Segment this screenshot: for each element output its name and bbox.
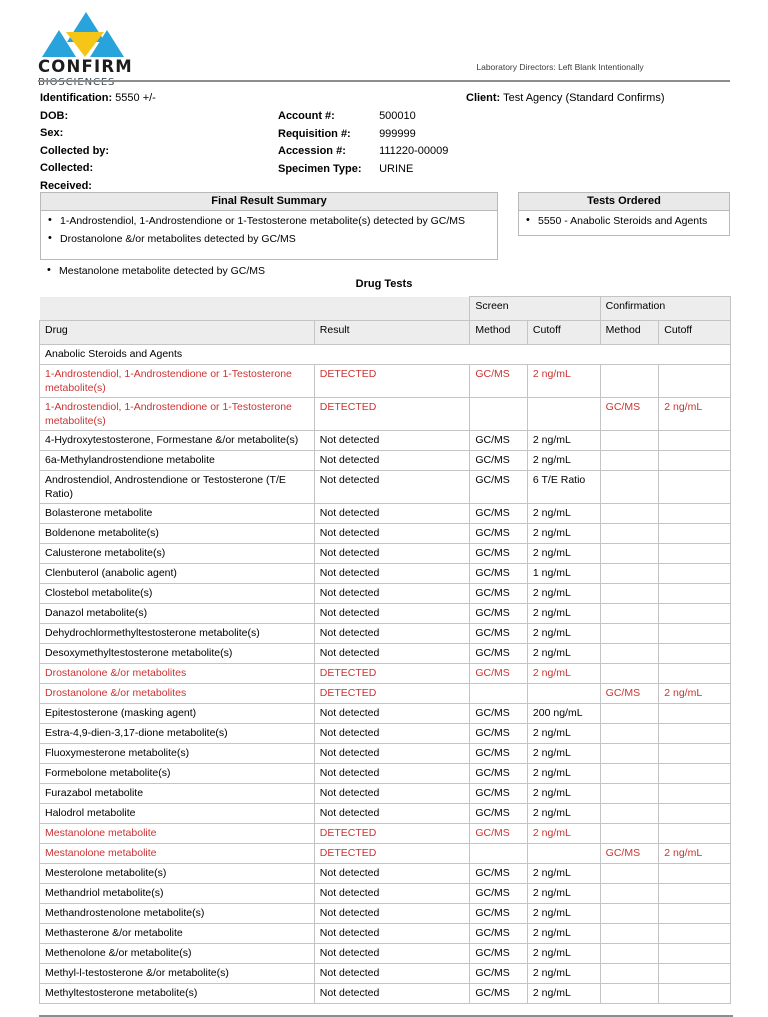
cell-conf-cutoff [659, 944, 731, 964]
cell-screen-cutoff: 2 ng/mL [527, 744, 600, 764]
cell-screen-method: GC/MS [470, 644, 528, 664]
cell-conf-cutoff [659, 924, 731, 944]
tests-ordered-list [525, 215, 723, 228]
cell-conf-method [600, 784, 659, 804]
table-row [40, 964, 731, 984]
cell-screen-method: GC/MS [470, 884, 528, 904]
cell-result: Not detected [314, 431, 470, 451]
cell-screen-method: GC/MS [470, 824, 528, 844]
cell-drug: Androstendiol, Androstendione or Testosterone (T/E Ratio) [40, 471, 315, 504]
cell-drug: Furazabol metabolite [40, 784, 315, 804]
cell-drug: Danazol metabolite(s) [40, 604, 315, 624]
cell-conf-cutoff [659, 451, 731, 471]
cell-result: Not detected [314, 604, 470, 624]
cell-drug: 1-Androstendiol, 1-Androstendione or 1-Testosterone metabolite(s) [40, 398, 315, 431]
cell-conf-method [600, 524, 659, 544]
list-item: • Drostanolone &/or metabolites detected by GC/MS [47, 233, 491, 246]
field-identification-label: Identification: [40, 92, 113, 104]
cell-screen-method: GC/MS [470, 804, 528, 824]
cell-result: DETECTED [314, 365, 470, 398]
cell-result: Not detected [314, 504, 470, 524]
table-row [40, 744, 731, 764]
table-row [40, 431, 731, 451]
table-row [40, 824, 731, 844]
cell-conf-method [600, 431, 659, 451]
logo-wordmark: CONFIRM [38, 57, 133, 76]
cell-conf-cutoff [659, 744, 731, 764]
field-accession-number-label: Accession #: [278, 145, 346, 157]
tests-ordered-body [519, 211, 729, 228]
cell-conf-method [600, 884, 659, 904]
cell-drug: 4-Hydroxytestosterone, Formestane &/or metabolite(s) [40, 431, 315, 451]
list-item: • Mestanolone metabolite detected by GC/MS [46, 265, 265, 278]
drug-tests-table [39, 296, 731, 1004]
company-logo [38, 12, 158, 88]
table-column-header-row [40, 321, 731, 345]
cell-screen-cutoff: 2 ng/mL [527, 524, 600, 544]
cell-conf-cutoff [659, 524, 731, 544]
field-requisition-number-label: Requisition #: [278, 127, 351, 140]
cell-result: Not detected [314, 624, 470, 644]
cell-result: Not detected [314, 544, 470, 564]
field-collected-label: Collected: [40, 162, 94, 174]
cell-screen-method: GC/MS [470, 504, 528, 524]
cell-conf-cutoff [659, 884, 731, 904]
field-specimen-type-value: URINE [379, 162, 414, 175]
table-row [40, 924, 731, 944]
cell-conf-method [600, 764, 659, 784]
drug-tests-title: Drug Tests [355, 278, 413, 290]
column-header-result: Result [314, 321, 470, 345]
table-row [40, 624, 731, 644]
cell-conf-cutoff [659, 544, 731, 564]
cell-screen-cutoff: 2 ng/mL [527, 764, 600, 784]
cell-screen-method: GC/MS [470, 944, 528, 964]
table-row [40, 884, 731, 904]
column-header-conf-method: Method [600, 321, 659, 345]
final-result-summary-box [40, 192, 498, 260]
column-header-screen-method: Method [470, 321, 528, 345]
table-row [40, 804, 731, 824]
table-row [40, 604, 731, 624]
field-sex [40, 125, 270, 143]
cell-conf-method: GC/MS [600, 684, 659, 704]
cell-conf-cutoff [659, 365, 731, 398]
logo-triangles-icon [40, 12, 132, 58]
cell-screen-method: GC/MS [470, 724, 528, 744]
cell-screen-method: GC/MS [470, 544, 528, 564]
cell-drug: 6a-Methylandrostendione metabolite [40, 451, 315, 471]
cell-result: DETECTED [314, 844, 470, 864]
cell-conf-cutoff: 2 ng/mL [659, 844, 731, 864]
cell-drug: Bolasterone metabolite [40, 504, 315, 524]
cell-conf-cutoff [659, 564, 731, 584]
cell-screen-cutoff: 2 ng/mL [527, 924, 600, 944]
cell-conf-cutoff [659, 964, 731, 984]
field-client-label: Client: [466, 92, 501, 104]
tests-ordered-box [518, 192, 730, 236]
cell-drug: Clenbuterol (anabolic agent) [40, 564, 315, 584]
cell-conf-method [600, 924, 659, 944]
cell-conf-method [600, 964, 659, 984]
field-client [466, 90, 766, 108]
cell-conf-method [600, 864, 659, 884]
column-header-conf-cutoff: Cutoff [659, 321, 731, 345]
group-header-confirmation: Confirmation [600, 297, 730, 321]
cell-conf-cutoff [659, 804, 731, 824]
cell-screen-cutoff: 2 ng/mL [527, 724, 600, 744]
cell-drug: Boldenone metabolite(s) [40, 524, 315, 544]
cell-result: Not detected [314, 451, 470, 471]
cell-screen-method: GC/MS [470, 584, 528, 604]
cell-conf-method [600, 365, 659, 398]
list-item: • 1-Androstendiol, 1-Androstendione or 1-Testosterone metabolite(s) detected by GC/MS [47, 215, 491, 228]
final-result-summary-title: Final Result Summary [41, 193, 497, 211]
cell-result: Not detected [314, 704, 470, 724]
cell-drug: Drostanolone &/or metabolites [40, 684, 315, 704]
cell-conf-method [600, 944, 659, 964]
identification-block [38, 90, 730, 190]
cell-conf-cutoff [659, 471, 731, 504]
cell-conf-method [600, 564, 659, 584]
cell-result: Not detected [314, 584, 470, 604]
cell-screen-method: GC/MS [470, 784, 528, 804]
logo-subtitle: BIOSCIENCES [38, 76, 116, 88]
table-section-row [40, 345, 731, 365]
cell-screen-method: GC/MS [470, 604, 528, 624]
cell-drug: Methandrostenolone metabolite(s) [40, 904, 315, 924]
cell-screen-cutoff: 2 ng/mL [527, 624, 600, 644]
cell-screen-cutoff: 2 ng/mL [527, 944, 600, 964]
field-collected-by [40, 143, 270, 161]
cell-screen-cutoff: 2 ng/mL [527, 544, 600, 564]
cell-result: Not detected [314, 644, 470, 664]
cell-screen-method: GC/MS [470, 764, 528, 784]
cell-drug: Fluoxymesterone metabolite(s) [40, 744, 315, 764]
cell-screen-method [470, 684, 528, 704]
field-identification [40, 90, 270, 108]
cell-result: Not detected [314, 744, 470, 764]
cell-screen-cutoff: 2 ng/mL [527, 604, 600, 624]
field-account-number [278, 108, 508, 126]
table-row [40, 784, 731, 804]
cell-result: Not detected [314, 864, 470, 884]
cell-screen-cutoff: 2 ng/mL [527, 451, 600, 471]
table-row [40, 724, 731, 744]
cell-result: Not detected [314, 524, 470, 544]
cell-conf-cutoff [659, 864, 731, 884]
field-collected [40, 160, 270, 178]
cell-drug: Dehydrochlormethyltestosterone metabolite(s) [40, 624, 315, 644]
cell-drug: Methenolone &/or metabolite(s) [40, 944, 315, 964]
field-identification-value: 5550 +/- [115, 92, 156, 104]
cell-conf-method [600, 504, 659, 524]
cell-drug: Desoxymethyltestosterone metabolite(s) [40, 644, 315, 664]
cell-screen-cutoff [527, 844, 600, 864]
cell-screen-cutoff [527, 684, 600, 704]
cell-result: Not detected [314, 784, 470, 804]
cell-result: Not detected [314, 924, 470, 944]
cell-screen-method: GC/MS [470, 664, 528, 684]
cell-conf-cutoff [659, 824, 731, 844]
cell-drug: Drostanolone &/or metabolites [40, 664, 315, 684]
cell-conf-cutoff: 2 ng/mL [659, 398, 731, 431]
cell-drug: 1-Androstendiol, 1-Androstendione or 1-Testosterone metabolite(s) [40, 365, 315, 398]
cell-screen-method [470, 844, 528, 864]
cell-screen-cutoff: 2 ng/mL [527, 664, 600, 684]
cell-screen-cutoff: 2 ng/mL [527, 984, 600, 1004]
cell-result: DETECTED [314, 398, 470, 431]
cell-conf-method [600, 824, 659, 844]
cell-result: Not detected [314, 724, 470, 744]
cell-conf-method [600, 704, 659, 724]
cell-screen-cutoff: 2 ng/mL [527, 904, 600, 924]
cell-conf-method [600, 544, 659, 564]
field-account-number-label: Account #: [278, 110, 335, 122]
cell-screen-cutoff: 6 T/E Ratio [527, 471, 600, 504]
cell-drug: Calusterone metabolite(s) [40, 544, 315, 564]
cell-conf-cutoff [659, 504, 731, 524]
cell-conf-method [600, 724, 659, 744]
field-collected-by-label: Collected by: [40, 144, 110, 157]
cell-screen-method: GC/MS [470, 365, 528, 398]
field-requisition-number [278, 126, 508, 144]
cell-result: Not detected [314, 884, 470, 904]
table-row [40, 904, 731, 924]
cell-conf-cutoff [659, 664, 731, 684]
table-row [40, 864, 731, 884]
cell-screen-method: GC/MS [470, 904, 528, 924]
table-row [40, 644, 731, 664]
cell-screen-method: GC/MS [470, 471, 528, 504]
cell-screen-method: GC/MS [470, 564, 528, 584]
cell-result: Not detected [314, 764, 470, 784]
cell-screen-method: GC/MS [470, 524, 528, 544]
cell-drug: Estra-4,9-dien-3,17-dione metabolite(s) [40, 724, 315, 744]
cell-screen-method: GC/MS [470, 864, 528, 884]
table-row [40, 365, 731, 398]
cell-conf-cutoff [659, 724, 731, 744]
cell-conf-cutoff [659, 584, 731, 604]
field-account-number-value: 500010 [379, 110, 416, 122]
cell-screen-cutoff: 2 ng/mL [527, 884, 600, 904]
cell-conf-method [600, 584, 659, 604]
table-row [40, 664, 731, 684]
cell-drug: Clostebol metabolite(s) [40, 584, 315, 604]
cell-screen-method: GC/MS [470, 924, 528, 944]
table-row [40, 504, 731, 524]
group-header-screen: Screen [470, 297, 600, 321]
cell-conf-cutoff [659, 431, 731, 451]
cell-result: Not detected [314, 564, 470, 584]
cell-result: DETECTED [314, 664, 470, 684]
cell-conf-method [600, 471, 659, 504]
field-specimen-type-label: Specimen Type: [278, 162, 362, 175]
cell-drug: Mesterolone metabolite(s) [40, 864, 315, 884]
cell-result: Not detected [314, 471, 470, 504]
cell-result: Not detected [314, 964, 470, 984]
cell-screen-cutoff: 2 ng/mL [527, 804, 600, 824]
header-divider [38, 80, 730, 82]
field-accession-number-value: 111220-00009 [379, 145, 449, 157]
cell-conf-method [600, 804, 659, 824]
cell-conf-method [600, 664, 659, 684]
list-item: • 5550 - Anabolic Steroids and Agents [525, 215, 723, 228]
cell-screen-cutoff: 2 ng/mL [527, 584, 600, 604]
cell-conf-method [600, 744, 659, 764]
table-row [40, 944, 731, 964]
cell-screen-cutoff: 2 ng/mL [527, 784, 600, 804]
identification-right-column [466, 90, 766, 108]
cell-screen-cutoff [527, 398, 600, 431]
cell-conf-cutoff [659, 764, 731, 784]
cell-conf-method [600, 604, 659, 624]
cell-conf-method [600, 624, 659, 644]
cell-screen-cutoff: 2 ng/mL [527, 864, 600, 884]
cell-conf-method [600, 644, 659, 664]
cell-screen-method: GC/MS [470, 431, 528, 451]
cell-drug: Formebolone metabolite(s) [40, 764, 315, 784]
report-header [38, 0, 730, 88]
field-client-value: Test Agency (Standard Confirms) [503, 92, 665, 104]
table-row [40, 524, 731, 544]
table-row [40, 471, 731, 504]
spacer-cell [40, 297, 315, 321]
field-accession-number [278, 143, 508, 161]
table-row [40, 704, 731, 724]
field-specimen-type [278, 161, 508, 179]
identification-middle-column [278, 108, 508, 178]
table-row [40, 684, 731, 704]
field-sex-label: Sex: [40, 127, 64, 139]
cell-drug: Mestanolone metabolite [40, 824, 315, 844]
field-received-label: Received: [40, 179, 92, 192]
final-result-summary-list [47, 215, 491, 246]
cell-drug: Methandriol metabolite(s) [40, 884, 315, 904]
cell-result: Not detected [314, 904, 470, 924]
cell-screen-cutoff: 200 ng/mL [527, 704, 600, 724]
field-requisition-number-value: 999999 [379, 127, 416, 140]
cell-result: DETECTED [314, 824, 470, 844]
table-group-header-row [40, 297, 731, 321]
field-dob [40, 108, 270, 126]
cell-conf-cutoff [659, 704, 731, 724]
cell-screen-cutoff: 2 ng/mL [527, 964, 600, 984]
cell-screen-method: GC/MS [470, 744, 528, 764]
cell-conf-cutoff [659, 624, 731, 644]
cell-screen-method: GC/MS [470, 984, 528, 1004]
drug-tests-table-body [40, 345, 731, 1004]
cell-drug: Methyltestosterone metabolite(s) [40, 984, 315, 1004]
table-row [40, 844, 731, 864]
summary-boxes [38, 192, 730, 277]
cell-drug: Methyl-l-testosterone &/or metabolite(s) [40, 964, 315, 984]
cell-screen-cutoff: 2 ng/mL [527, 504, 600, 524]
cell-result: Not detected [314, 804, 470, 824]
cell-drug: Halodrol metabolite [40, 804, 315, 824]
cell-conf-method: GC/MS [600, 398, 659, 431]
cell-screen-cutoff: 2 ng/mL [527, 431, 600, 451]
cell-conf-cutoff [659, 784, 731, 804]
cell-conf-method [600, 451, 659, 471]
drug-tests-table-head [40, 297, 731, 345]
cell-result: DETECTED [314, 684, 470, 704]
cell-conf-cutoff [659, 644, 731, 664]
cell-screen-cutoff: 2 ng/mL [527, 824, 600, 844]
cell-result: Not detected [314, 944, 470, 964]
cell-screen-method: GC/MS [470, 624, 528, 644]
cell-screen-method: GC/MS [470, 451, 528, 471]
column-header-drug: Drug [40, 321, 315, 345]
cell-screen-cutoff: 2 ng/mL [527, 365, 600, 398]
table-row [40, 564, 731, 584]
cell-screen-method [470, 398, 528, 431]
spacer-cell [314, 297, 470, 321]
cell-screen-method: GC/MS [470, 964, 528, 984]
final-result-summary-body [41, 211, 497, 246]
cell-result: Not detected [314, 984, 470, 1004]
field-dob-label: DOB: [40, 109, 69, 122]
cell-conf-method [600, 904, 659, 924]
column-header-screen-cutoff: Cutoff [527, 321, 600, 345]
cell-drug: Methasterone &/or metabolite [40, 924, 315, 944]
table-row [40, 584, 731, 604]
triangle-center-inverted-icon [66, 32, 104, 57]
table-row [40, 764, 731, 784]
cell-conf-cutoff [659, 604, 731, 624]
cell-conf-method: GC/MS [600, 844, 659, 864]
cell-screen-cutoff: 2 ng/mL [527, 644, 600, 664]
table-row [40, 451, 731, 471]
cell-conf-cutoff [659, 904, 731, 924]
cell-screen-method: GC/MS [470, 704, 528, 724]
tests-ordered-title: Tests Ordered [519, 193, 729, 211]
cell-conf-cutoff: 2 ng/mL [659, 684, 731, 704]
cell-screen-cutoff: 1 ng/mL [527, 564, 600, 584]
cell-drug: Epitestosterone (masking agent) [40, 704, 315, 724]
cell-drug: Mestanolone metabolite [40, 844, 315, 864]
section-label-anabolic-steroids: Anabolic Steroids and Agents [40, 345, 731, 365]
table-row [40, 398, 731, 431]
lab-directors-note: Laboratory Directors: Left Blank Intentionally [476, 62, 644, 72]
table-row [40, 544, 731, 564]
